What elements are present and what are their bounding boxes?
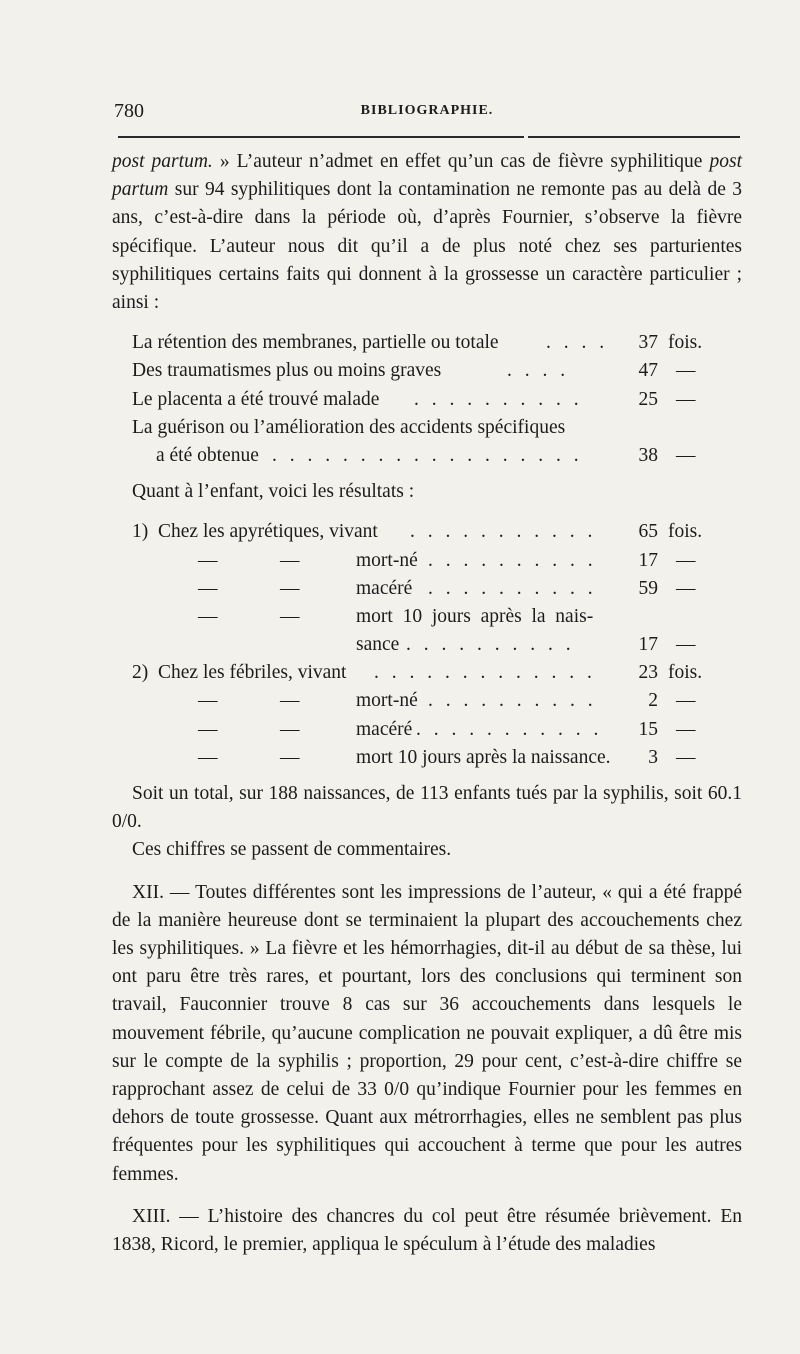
row-label: La guérison ou l’amélioration des accidents spécifiques: [132, 416, 566, 438]
row-value: 47: [638, 360, 658, 382]
table-row: [112, 442, 742, 470]
row-value: 3: [648, 746, 658, 768]
row-unit: —: [676, 577, 696, 599]
ditto-mark: —: [280, 605, 300, 627]
infant-intro: Quant à l’enfant, voici les résultats :: [132, 481, 415, 503]
ditto-mark: —: [198, 746, 218, 768]
row-label: mort 10 jours après la naissance.: [356, 746, 611, 768]
ditto-mark: —: [280, 690, 300, 712]
row-label: macéré: [356, 577, 413, 599]
table-row: [112, 603, 742, 631]
row-unit: —: [676, 444, 696, 466]
row-label: Des traumatismes plus ou moins graves: [132, 360, 442, 382]
row-dots: . . . . . . . . . . .: [416, 718, 603, 740]
ditto-mark: —: [280, 577, 300, 599]
table-row: [112, 414, 742, 442]
table-row: [112, 631, 742, 659]
ditto-mark: —: [280, 746, 300, 768]
intro-italic-1: post partum.: [112, 151, 213, 172]
row-value: 38: [638, 444, 658, 466]
row-dots: . . . . . . . . . . . . .: [374, 662, 596, 684]
row-label: mort-né: [356, 690, 418, 712]
ditto-mark: —: [198, 605, 218, 627]
row-dots: . . . . . . . . . . .: [410, 521, 597, 543]
infant-table: [112, 518, 742, 772]
row-label: Chez les apyrétiques, vivant: [158, 521, 378, 543]
row-value: 25: [638, 388, 658, 410]
row-unit: —: [676, 634, 696, 656]
intro-paragraph: [112, 148, 742, 317]
table-row: [112, 357, 742, 385]
row-unit: fois.: [668, 521, 703, 543]
row-unit: —: [676, 718, 696, 740]
summary-paragraph: Soit un total, sur 188 naissances, de 113 enfants tués par la syphilis, soit 60.1 0/0.: [112, 783, 742, 833]
row-value: 15: [638, 718, 658, 740]
table-row: [112, 744, 742, 772]
section-xii-paragraph: XII. — Toutes différentes sont les impressions de l’auteur, « qui a été frappé de la manière heureuse dont se terminaient la plupart des accouchements chez les syphilitiques. » La fièvre et les hémorrhagies, dit-il au début de sa thèse, lui ont paru être très rares, et pourtant, lors des conclusions qui terminent son travail, Fauconnier trouve 8 cas sur 36 accouchements dans lesquels le mouvement fébrile, qu’aucune complication ne pouvait expliquer, a dû être mis sur le compte de la syphilis ; proportion, 29 pour cent, c’est-à-dire chiffre se rapprochant assez de celui de 33 0/0 qu’indique Fournier pour les femmes en dehors de toute grossesse. Quant aux métrorrhagies, elles ne semblent pas plus fréquentes pour les syphilitiques qui accouchent à terme que pour les autres femmes.: [112, 881, 742, 1185]
row-unit: fois.: [668, 332, 703, 354]
table-row: [112, 716, 742, 744]
row-unit: —: [676, 360, 696, 382]
row-dots: . . . . . . . . . .: [428, 549, 597, 571]
row-label: La rétention des membranes, partielle ou totale: [132, 332, 499, 354]
row-label: a été obtenue: [156, 444, 259, 466]
row-value: 23: [638, 662, 658, 684]
row-label: mort-né: [356, 549, 418, 571]
intro-italic-2: post partum: [112, 151, 742, 201]
table-row: [112, 687, 742, 715]
row-unit: —: [676, 690, 696, 712]
row-value: 37: [638, 332, 658, 354]
pregnancy-table: [112, 329, 742, 470]
row-unit: —: [676, 549, 696, 571]
table-row: [112, 575, 742, 603]
row-number: 1): [132, 521, 149, 543]
row-unit: —: [676, 388, 696, 410]
row-dots: . . . . . . . . . . . . . . . . . .: [272, 444, 583, 466]
ditto-mark: —: [198, 718, 218, 740]
row-label: Chez les fébriles, vivant: [158, 662, 347, 684]
row-value: 17: [638, 634, 658, 656]
comment-paragraph: Ces chiffres se passent de commentaires.: [132, 839, 452, 861]
ditto-mark: —: [280, 549, 300, 571]
ditto-mark: —: [280, 718, 300, 740]
section-xiii-paragraph: XIII. — L’histoire des chancres du col peut être résumée brièvement. En 1838, Ricord, le premier, appliqua le spéculum à l’étude des maladies: [112, 1205, 742, 1256]
table-row: [112, 659, 742, 687]
running-title: BIBLIOGRAPHIE.: [360, 103, 494, 118]
row-label: Le placenta a été trouvé malade: [132, 388, 380, 410]
row-value: 2: [648, 690, 658, 712]
ditto-mark: —: [198, 549, 218, 571]
table-row: [112, 386, 742, 414]
row-value: 17: [638, 549, 658, 571]
row-dots: . . . .: [507, 360, 570, 382]
header-rule: [118, 136, 740, 138]
row-value: 65: [638, 521, 658, 543]
row-dots: . . . . . . . . . .: [406, 634, 575, 656]
intro-text-2: sur 94 syphilitiques dont la contamination ne remonte pas au delà de 3 ans, c’est-à-dire dans la période où, d’après Fournier, s’observe la fièvre spécifique. L’auteur nous dit qu’il a de plus noté chez ses parturientes syphilitiques certains faits qui donnent à la grossesse un caractère particulier ; ainsi :: [112, 179, 742, 314]
row-dots: . . . .: [546, 332, 609, 354]
row-dots: . . . . . . . . . .: [428, 690, 597, 712]
row-number: 2): [132, 662, 149, 684]
row-dots: . . . . . . . . . .: [428, 577, 597, 599]
row-unit: —: [676, 746, 696, 768]
ditto-mark: —: [198, 577, 218, 599]
ditto-mark: —: [198, 690, 218, 712]
body-text: [112, 148, 742, 1259]
table-row: [112, 518, 742, 546]
row-unit: fois.: [668, 662, 703, 684]
page-number: 780: [114, 100, 144, 122]
row-value: 59: [638, 577, 658, 599]
row-label: mort 10 jours après la nais-: [356, 605, 594, 627]
intro-text-1: » L’auteur n’admet en effet qu’un cas de fièvre syphilitique: [212, 151, 710, 172]
table-row: [112, 329, 742, 357]
table-row: [112, 547, 742, 575]
row-label: macéré: [356, 718, 413, 740]
row-label: sance: [356, 634, 400, 656]
row-dots: . . . . . . . . . .: [414, 388, 583, 410]
page-header: [114, 100, 740, 126]
